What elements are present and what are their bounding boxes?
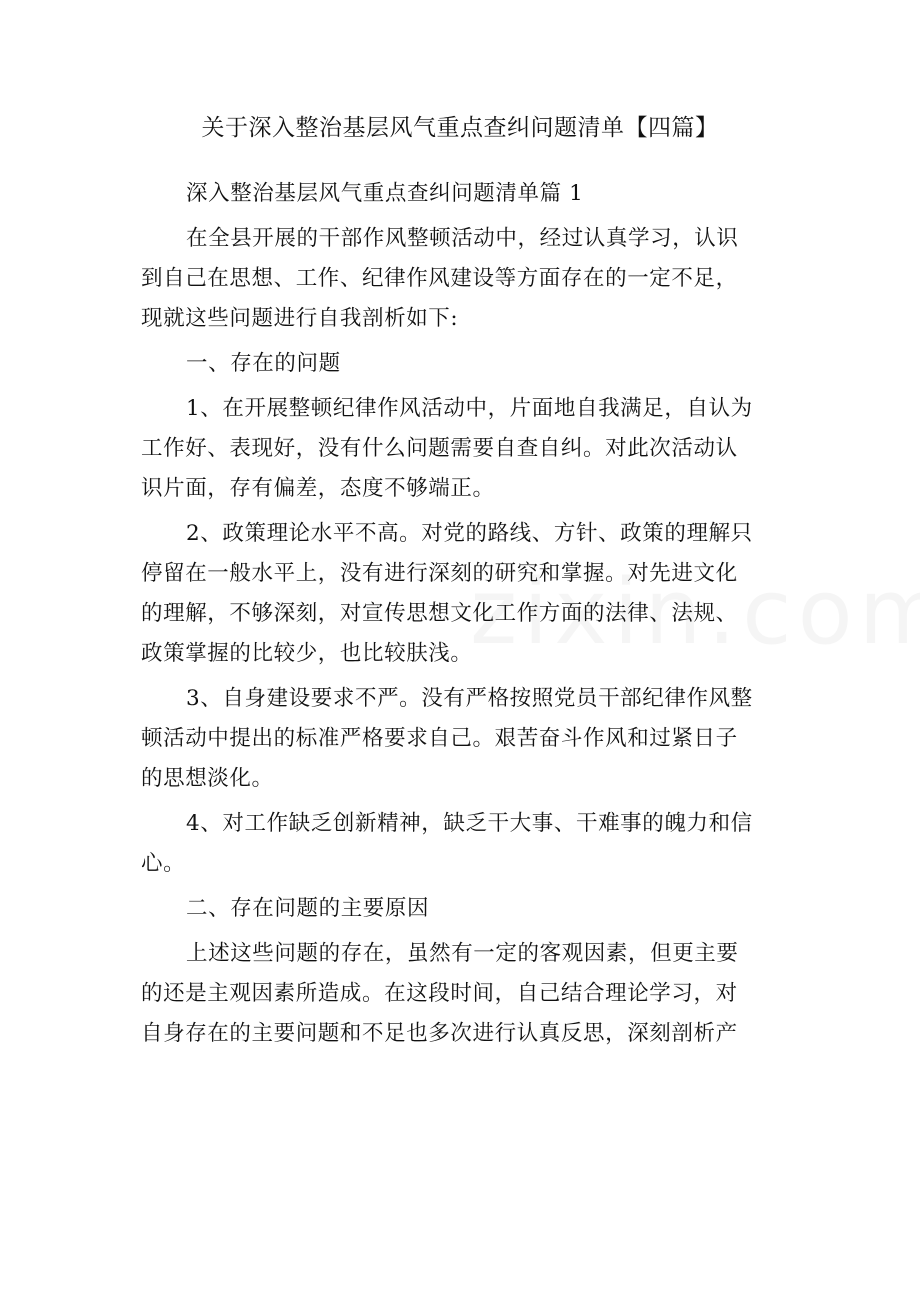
text-line: 二、存在问题的主要原因	[186, 896, 430, 921]
paragraph-item	[141, 514, 781, 674]
text-line: 的理解，不够深刻，对宣传思想文化工作方面的法律、法规、	[141, 601, 738, 626]
text-line: 2、政策理论水平不高。对党的路线、方针、政策的理解只	[186, 521, 753, 546]
text-line: 心。	[141, 851, 186, 876]
text-line: 工作好、表现好，没有什么问题需要自查自纠。对此次活动认	[141, 436, 738, 461]
text-line: 1、在开展整顿纪律作风活动中，片面地自我满足，自认为	[186, 396, 753, 421]
text-line: 政策掌握的比较少，也比较肤浅。	[141, 641, 473, 666]
text-line: 到自己在思想、工作、纪律作风建设等方面存在的一定不足，	[141, 266, 738, 291]
paragraph-cause	[141, 934, 781, 1054]
paragraph-item	[141, 389, 781, 509]
paragraph-item	[141, 804, 781, 884]
document-title: 关于深入整治基层风气重点查纠问题清单【四篇】	[201, 115, 719, 141]
document-body	[141, 174, 781, 1059]
text-line: 现就这些问题进行自我剖析如下:	[141, 306, 459, 331]
paragraph-intro	[141, 219, 781, 339]
text-line: 停留在一般水平上，没有进行深刻的研究和掌握。对先进文化	[141, 561, 738, 586]
text-line: 在全县开展的干部作风整顿活动中，经过认真学习，认识	[186, 226, 739, 251]
text-line: 自身存在的主要问题和不足也多次进行认真反思，深刻剖析产	[141, 1021, 738, 1046]
text-line: 上述这些问题的存在，虽然有一定的客观因素，但更主要	[186, 941, 739, 966]
section-heading	[141, 344, 781, 384]
section-heading	[141, 889, 781, 929]
text-line: 4、对工作缺乏创新精神，缺乏干大事、干难事的魄力和信	[186, 811, 753, 836]
section-heading	[141, 174, 781, 214]
text-line: 深入整治基层风气重点查纠问题清单篇 1	[186, 181, 584, 206]
paragraph-item	[141, 679, 781, 799]
text-line: 一、存在的问题	[186, 351, 341, 376]
text-line: 3、自身建设要求不严。没有严格按照党员干部纪律作风整	[186, 686, 753, 711]
text-line: 的还是主观因素所造成。在这段时间，自己结合理论学习，对	[141, 981, 738, 1006]
text-line: 识片面，存有偏差，态度不够端正。	[141, 476, 495, 501]
text-line: 顿活动中提出的标准严格要求自己。艰苦奋斗作风和过紧日子	[141, 726, 738, 751]
text-line: 的思想淡化。	[141, 766, 274, 791]
